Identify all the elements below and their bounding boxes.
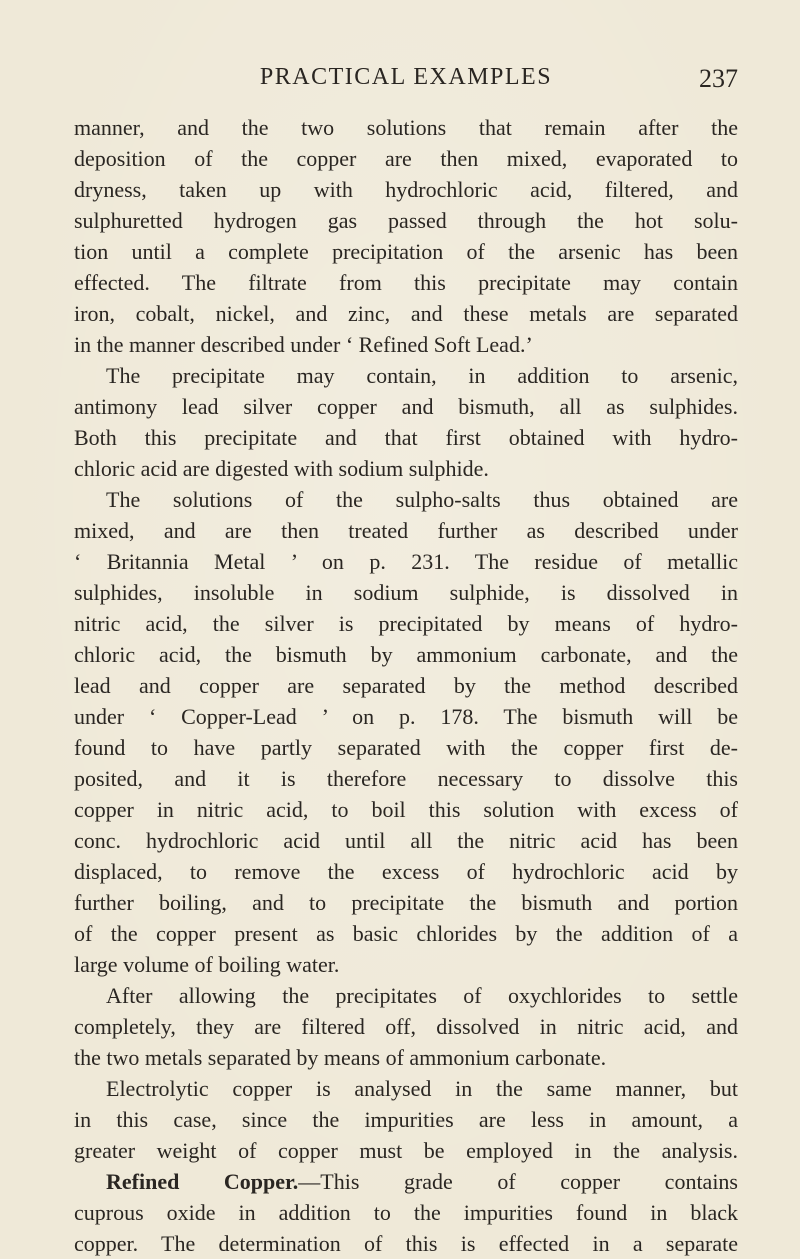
text-line: displaced, to remove the excess of hydrochloric acid by [74, 859, 738, 884]
text-line-fragment: —This grade of copper contains [298, 1169, 738, 1194]
text-line: copper. The determination of this is effected in a separate [74, 1231, 738, 1256]
text-line: sulphides, insoluble in sodium sulphide, is dissolved in [74, 580, 738, 605]
text-line: deposition of the copper are then mixed, evaporated to [74, 146, 738, 171]
text-line: nitric acid, the silver is precipitated by means of hydro- [74, 611, 738, 636]
text-line: chloric acid, the bismuth by ammonium carbonate, and the [74, 642, 738, 667]
text-line: manner, and the two solutions that remain after the [74, 115, 738, 140]
text-line: completely, they are filtered off, dissolved in nitric acid, and [74, 1014, 738, 1039]
text-line: large volume of boiling water. [74, 952, 340, 977]
text-line: greater weight of copper must be employed in the analysis. [74, 1138, 738, 1163]
text-line: under ‘ Copper-Lead ’ on p. 178. The bismuth will be [74, 704, 738, 729]
text-line: lead and copper are separated by the method described [74, 673, 738, 698]
text-line: copper in nitric acid, to boil this solution with excess of [74, 797, 738, 822]
text-line: cuprous oxide in addition to the impurities found in black [74, 1200, 738, 1225]
text-line: antimony lead silver copper and bismuth, all as sulphides. [74, 394, 738, 419]
text-line: conc. hydrochloric acid until all the nitric acid has been [74, 828, 738, 853]
text-line: The precipitate may contain, in addition to arsenic, [106, 363, 738, 388]
text-line: chloric acid are digested with sodium sulphide. [74, 456, 489, 481]
text-line: of the copper present as basic chlorides by the addition of a [74, 921, 738, 946]
text-line: tion until a complete precipitation of the arsenic has been [74, 239, 738, 264]
text-line: in this case, since the impurities are less in amount, a [74, 1107, 738, 1132]
text-line: posited, and it is therefore necessary to dissolve this [74, 766, 738, 791]
running-head: PRACTICAL EXAMPLES [259, 64, 553, 90]
text-line: mixed, and are then treated further as described under [74, 518, 738, 543]
text-line: further boiling, and to precipitate the bismuth and portion [74, 890, 738, 915]
text-line: dryness, taken up with hydrochloric acid, filtered, and [74, 177, 738, 202]
text-line: Both this precipitate and that first obtained with hydro- [74, 425, 738, 450]
text-line: the two metals separated by means of ammonium carbonate. [74, 1045, 607, 1070]
page-header [74, 64, 738, 100]
text-line: found to have partly separated with the copper first de- [74, 735, 738, 760]
page-number: 237 [699, 64, 738, 93]
body-text [74, 112, 738, 1259]
text-line: effected. The filtrate from this precipitate may contain [74, 270, 738, 295]
text-line: iron, cobalt, nickel, and zinc, and these metals are separated [74, 301, 738, 326]
text-line: After allowing the precipitates of oxychlorides to settle [106, 983, 738, 1008]
text-line: Electrolytic copper is analysed in the same manner, but [106, 1076, 738, 1101]
text-line [74, 1166, 738, 1197]
section-heading-refined-copper: Refined Copper. [106, 1169, 299, 1194]
text-line: ‘ Britannia Metal ’ on p. 231. The residue of metallic [74, 549, 738, 574]
text-line: sulphuretted hydrogen gas passed through the hot solu- [74, 208, 738, 233]
text-line: The solutions of the sulpho-salts thus obtained are [106, 487, 738, 512]
text-line: in the manner described under ‘ Refined Soft Lead.’ [74, 332, 533, 357]
